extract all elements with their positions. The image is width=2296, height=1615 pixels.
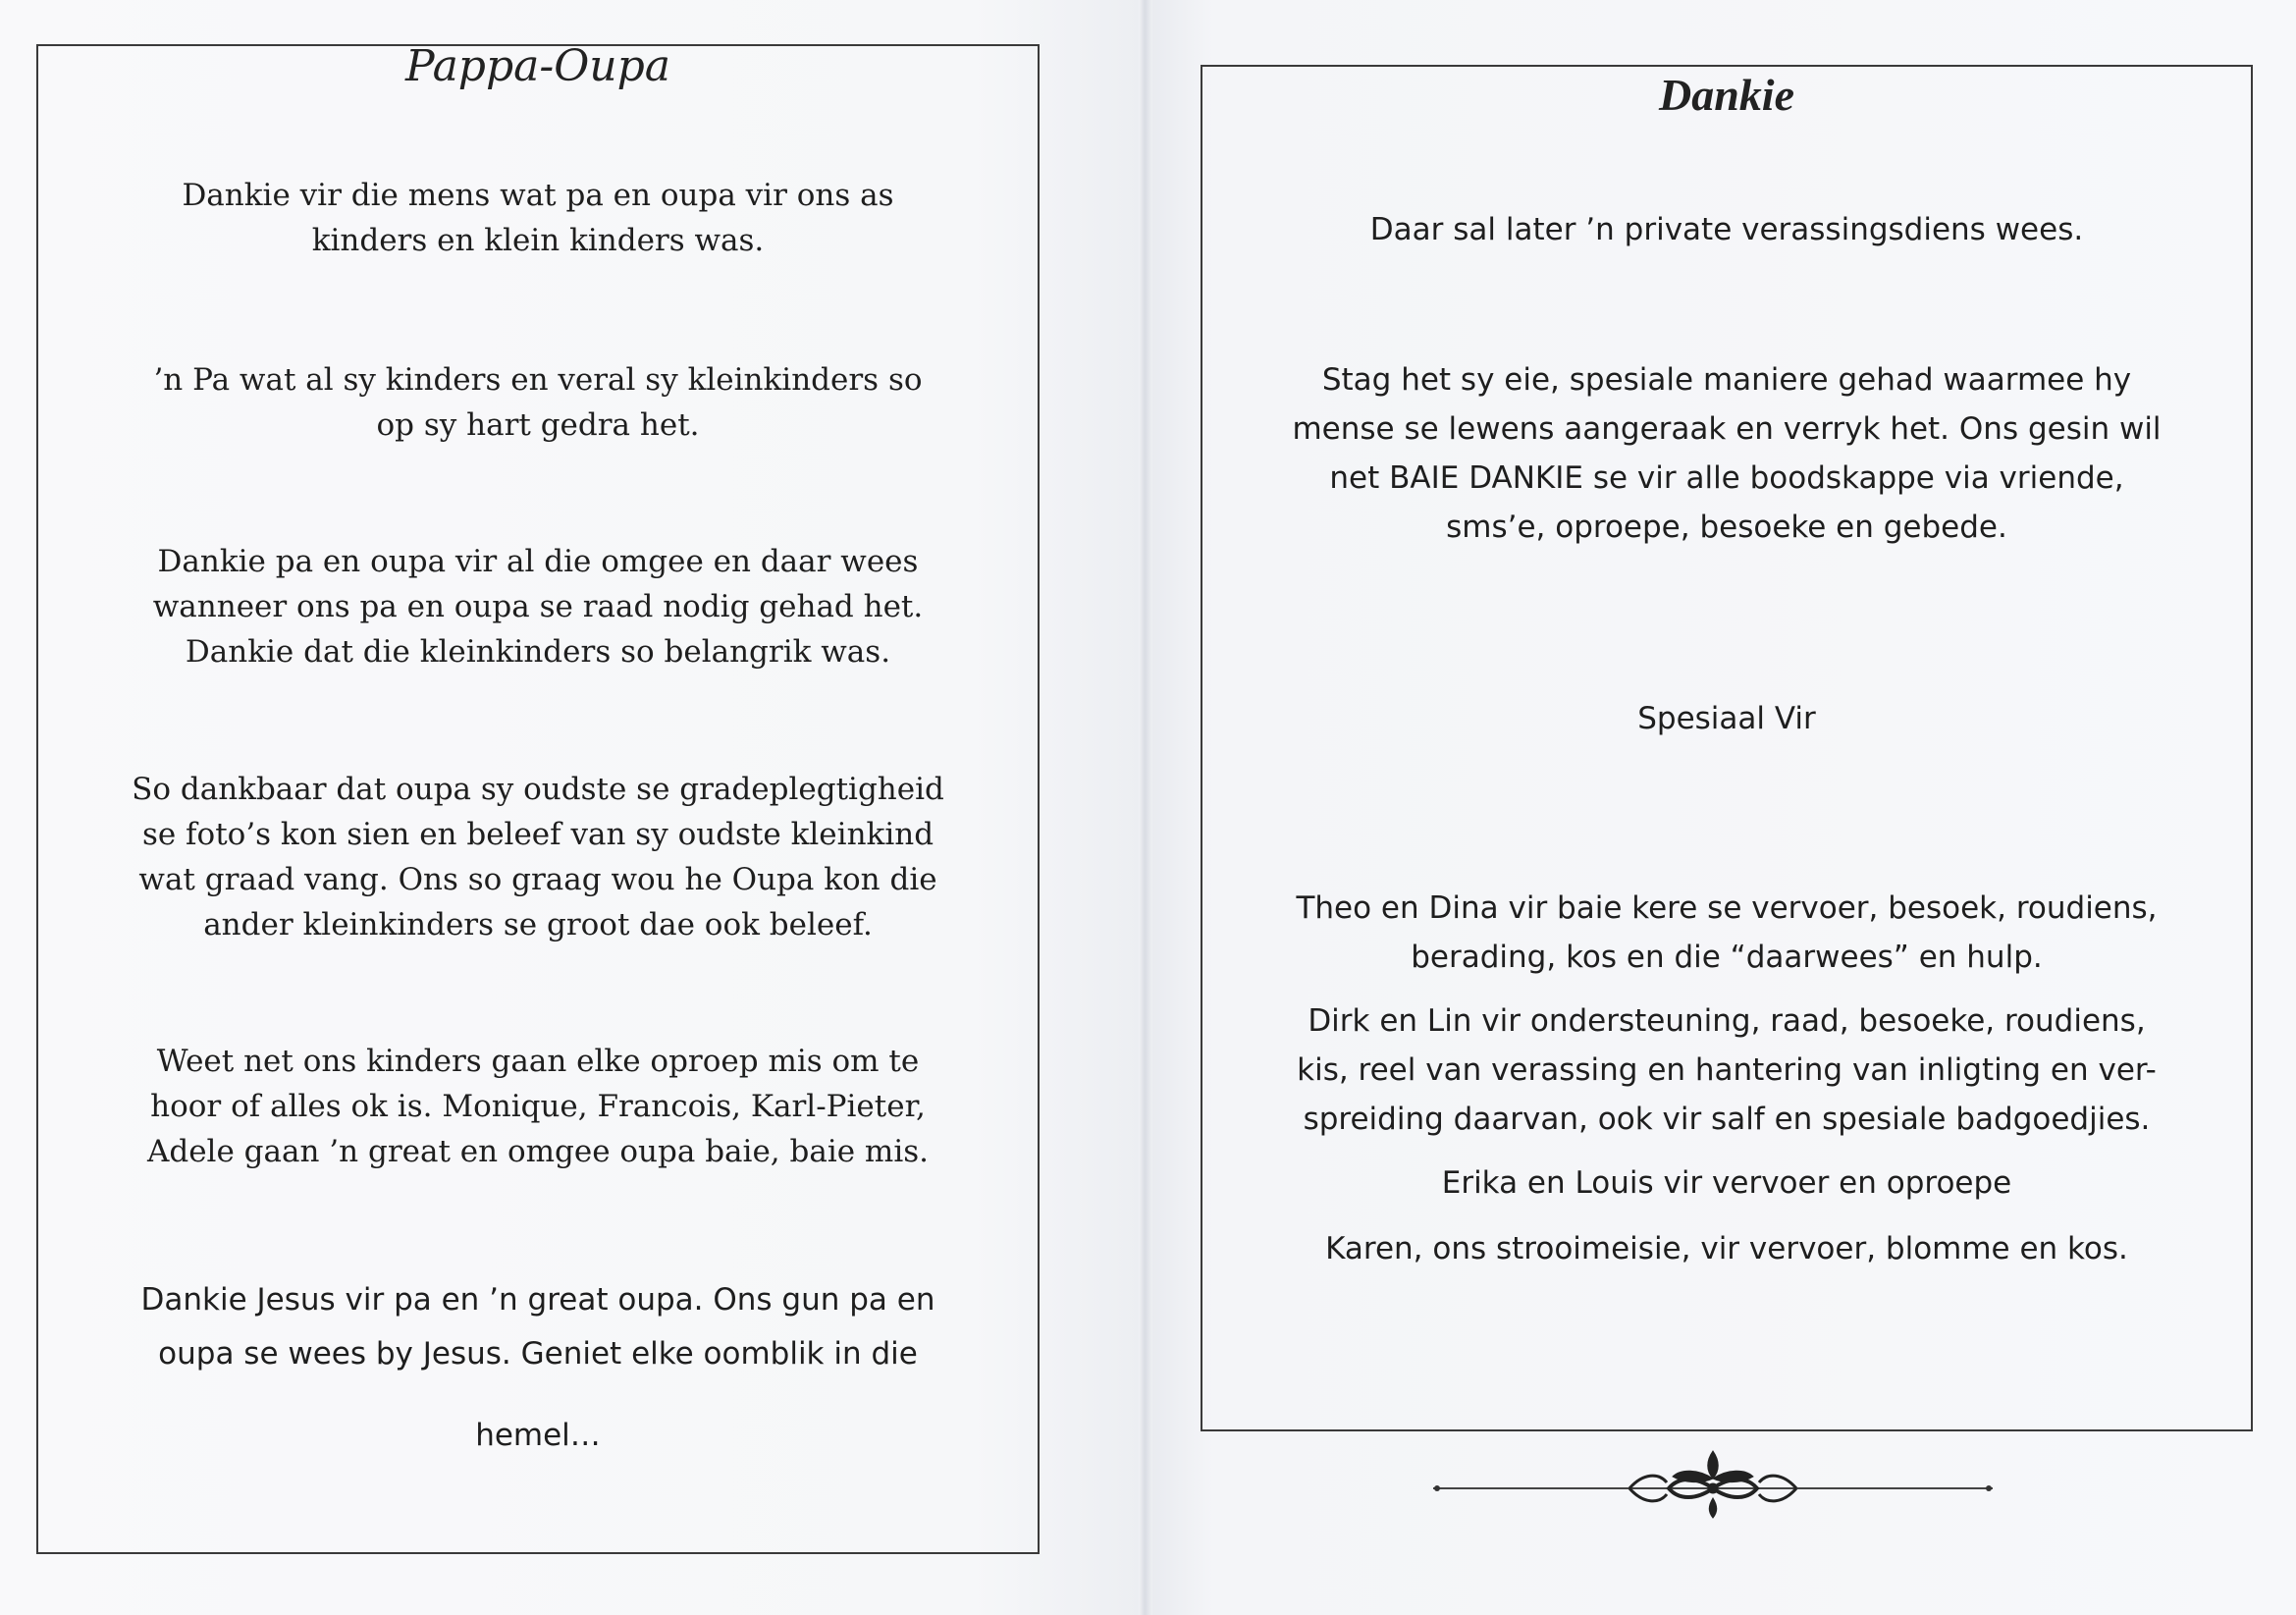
left-paragraph-4: So dankbaar dat oupa sy oudste se gradeplegtigheid se foto’s kon sien en beleef van sy oudste kleinkind wat graad vang. Ons so graag wou he Oupa kon die ander kleinkinders se groot dae ook beleef. [132,772,944,942]
right-heading: Spesiaal Vir [1637,701,1816,736]
left-page-title: Pappa-Oupa [404,41,671,91]
right-paragraph-1: Stag het sy eie, spesiale maniere gehad waarmee hy mense se lewens aangeraak en verryk het. Ons gesin wil net BAIE DANKIE se vir alle boodskappe via vriende, sms’e, oproepe, besoeke en gebede. [1292,362,2162,545]
left-paragraph-2: ’n Pa wat al sy kinders en veral sy kleinkinders so op sy hart gedra het. [153,362,923,443]
thanks-item: Erika en Louis vir vervoer en oproepe [1441,1165,2012,1201]
right-intro: Daar sal later ’n private verassingsdiens wees. [1369,212,2084,247]
right-page-title: Dankie [1659,70,1794,120]
thanks-item: Karen, ons strooimeisie, vir vervoer, blomme en kos. [1325,1231,2128,1266]
left-paragraph-1: Dankie vir die mens wat pa en oupa vir ons as kinders en klein kinders was. [182,178,894,258]
thanks-item: Theo en Dina vir baie kere se vervoer, besoek, roudiens, berading, kos en die “daarwees” en hulp. [1296,890,2158,975]
thanks-item: Dirk en Lin vir ondersteuning, raad, besoeke, roudiens, kis, reel van verassing en hantering van inligting en ver- spreiding daarvan, ook vir salf en spesiale badgoedjies. [1297,1003,2157,1137]
booklet-spine [1139,0,1152,1615]
left-paragraph-5: Weet net ons kinders gaan elke oproep mis om te hoor of alles ok is. Monique, Francois, Karl-Pieter, Adele gaan ’n great en omgee oupa baie, baie mis. [146,1044,930,1169]
floral-divider-icon [1433,1443,1993,1522]
left-paragraph-6: Dankie Jesus vir pa en ’n great oupa. Ons gun pa en oupa se wees by Jesus. Geniet elke oomblik in die [140,1282,935,1372]
left-paragraph-3: Dankie pa en oupa vir al die omgee en daar wees wanneer ons pa en oupa se raad nodig gehad het. Dankie dat die kleinkinders so belangrik was. [152,544,924,670]
left-paragraph-7: hemel… [475,1418,601,1453]
